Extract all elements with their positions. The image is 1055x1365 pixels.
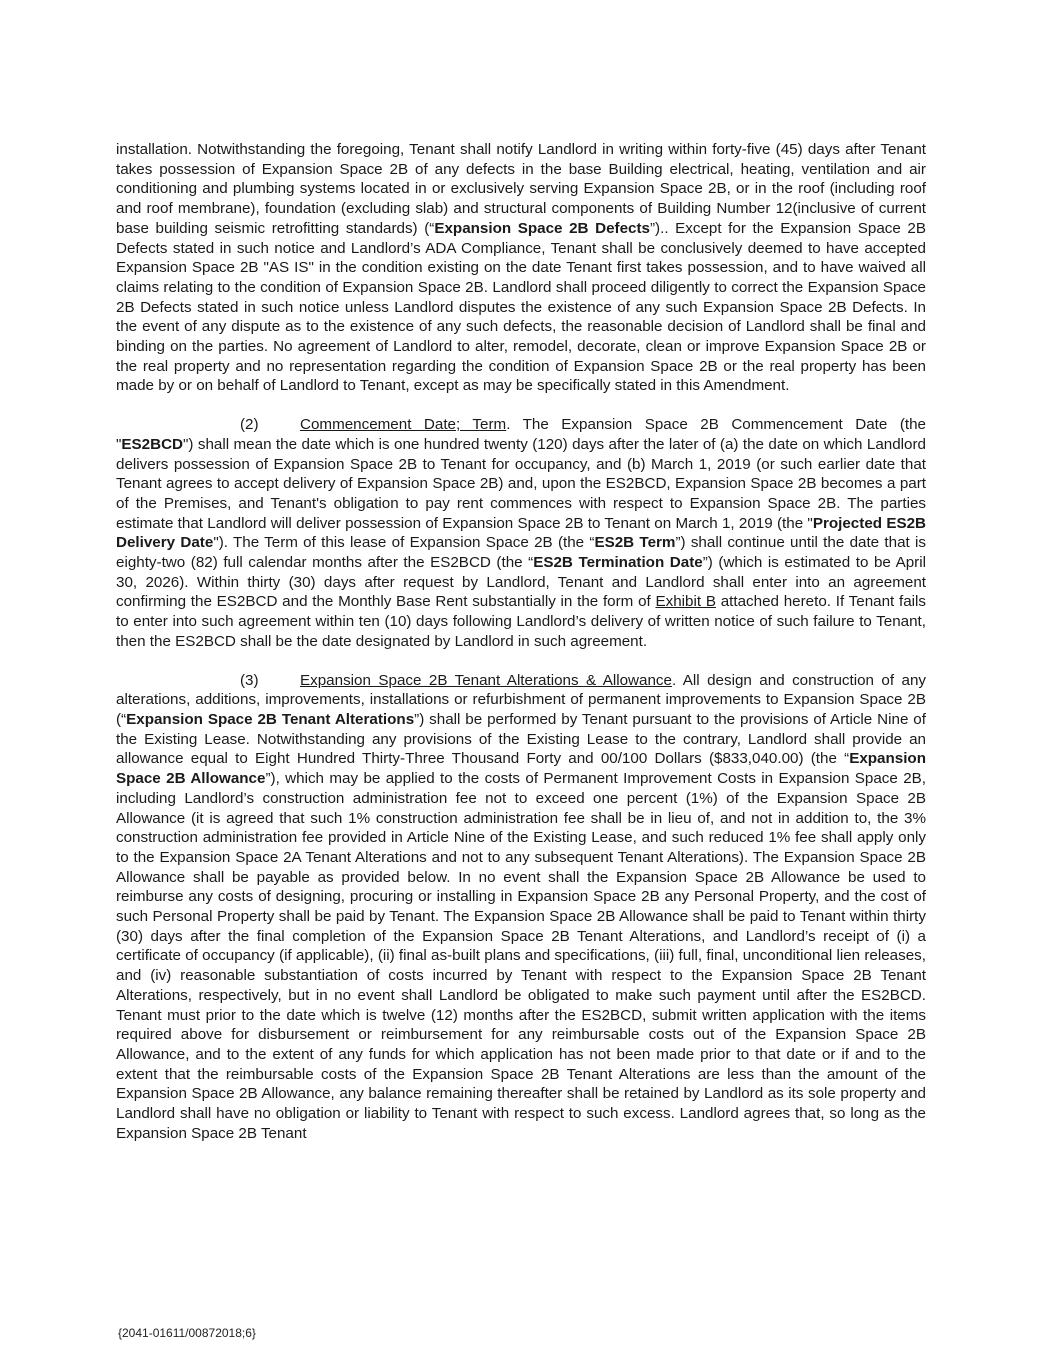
text-run: ”), which may be applied to the costs of Permanent Improvement Costs in Expansion Space 2B, including Landlord’s construction administration fee not to exceed one percent (1%) of the Expansion Space 2B Allowance (it is agreed that such 1% construction administration fee shall be in lieu of, and not in addition to, the 3% construction administration fee provided in Article Nine of the Existing Lease, and such reduced 1% fee shall apply only to the Expansion Space 2A Tenant Alterations and not to any subsequent Tenant Alterations). The Expansion Space 2B Allowance shall be payable as provided below. In no event shall the Expansion Space 2B Allowance be used to reimburse any costs of designing, procuring or installing in Expansion Space 2B any Personal Property, and the cost of such Personal Property shall be paid by Tenant. The Expansion Space 2B Allowance shall be paid to Tenant within thirty (30) days after the final completion of the Expansion Space 2B Tenant Alterations, and Landlord’s receipt of (i) a certificate of occupancy (if applicable), (ii) final as-built plans and specifications, (iii) full, final, unconditional lien releases, and (iv) reasonable substantiation of costs incurred by Tenant with respect to the Expansion Space 2B Tenant Alterations, respectively, but in no event shall Landlord be obligated to make such payment until after the ES2BCD. Tenant must prior to the date which is twelve (12) months after the ES2BCD, submit written application with the items required above for disbursement or reimbursement for any reimbursable costs out of the Expansion Space 2B Allowance, and to the extent of any funds for which application has not been made prior to that date or if and to the extent that the reimbursable costs of the Expansion Space 2B Tenant Alterations are less than the amount of the Expansion Space 2B Allowance, any balance remaining thereafter shall be retained by Landlord as its sole property and Landlord shall have no obligation or liability to Tenant with respect to such excess. Landlord agrees that, so long as the Expansion Space 2B Tenant <box>116 770 927 1142</box>
text-run: ”) shall continue until the date that is eighty-two (82) full calendar months after the ES2BCD (the “ <box>116 534 926 572</box>
section-2-commencement-date <box>116 415 926 651</box>
defined-term-expansion-space-2b-defects: Expansion Space 2B Defects <box>434 219 650 237</box>
section-3-tenant-alterations <box>116 671 926 1144</box>
defined-term-projected-delivery-date: Projected ES2B Delivery Date <box>116 514 926 552</box>
text-run: . The Expansion Space 2B Commencement Date (the " <box>116 416 926 453</box>
section-number: (3) <box>240 671 259 689</box>
document-footer-id: {2041-01611/00872018;6} <box>118 1326 256 1340</box>
defined-term-allowance: Expansion Space 2B Allowance <box>116 750 926 788</box>
text-run: ”) shall be performed by Tenant pursuant to the provisions of Article Nine of the Existing Lease. Notwithstanding any provisions of the Existing Lease to the contrary, Landlord shall provide an allowance equal to Eight Hundred Thirty-Three Thousand Forty and 00/100 Dollars ($833,040.00) (the “ <box>116 710 926 768</box>
defined-term-es2b-termination-date: ES2B Termination Date <box>533 554 703 572</box>
defined-term-es2bcd: ES2BCD <box>121 435 184 453</box>
defined-term-tenant-alterations: Expansion Space 2B Tenant Alterations <box>126 710 415 728</box>
section-heading: Expansion Space 2B Tenant Alterations & Allowance <box>300 671 672 689</box>
text-run: ”).. Except for the Expansion Space 2B Defects stated in such notice and Landlord’s ADA Compliance, Tenant shall be conclusively deemed to have accepted Expansion Space 2B "AS IS" in the condition existing on the date Tenant first takes possession, and to have waived all claims relating to the condition of Expansion Space 2B. Landlord shall proceed diligently to correct the Expansion Space 2B Defects stated in such notice unless Landlord disputes the existence of any such Expansion Space 2B Defects. In the event of any dispute as to the existence of any such defects, the reasonable decision of Landlord shall be final and binding on the parties. No agreement of Landlord to alter, remodel, decorate, clean or improve Expansion Space 2B or the real property and no representation regarding the condition of Expansion Space 2B or the real property has been made by or on behalf of Landlord to Tenant, except as may be specifically stated in this Amendment. <box>116 219 926 395</box>
text-run: attached hereto. If Tenant fails to enter into such agreement within ten (10) days following Landlord’s delivery of written notice of such failure to Tenant, then the ES2BCD shall be the date designated by Landlord in such agreement. <box>116 593 927 650</box>
document-page <box>116 140 926 1143</box>
defined-term-es2b-term: ES2B Term <box>594 534 676 552</box>
paragraph-installation <box>116 140 926 396</box>
text-run: . All design and construction of any alterations, additions, improvements, installations or refurbishment of permanent improvements to Expansion Space 2B (“ <box>116 671 926 728</box>
text-run: ”) (which is estimated to be April 30, 2026). Within thirty (30) days after request by Landlord, Tenant and Landlord shall enter into an agreement confirming the ES2BCD and the Monthly Base Rent substantially in the form of <box>116 554 926 611</box>
section-heading: Commencement Date; Term <box>300 416 507 434</box>
text-run: ") shall mean the date which is one hundred twenty (120) days after the later of (a) the date on which Landlord delivers possession of Expansion Space 2B to Tenant for occupancy, and (b) March 1, 2019 (or such earlier date that Tenant agrees to accept delivery of Expansion Space 2B) and, upon the ES2BCD, Expansion Space 2B becomes a part of the Premises, and Tenant's obligation to pay rent commences with respect to Expansion Space 2B. The parties estimate that Landlord will deliver possession of Expansion Space 2B to Tenant on March 1, 2019 (the " <box>116 435 926 532</box>
text-run: "). The Term of this lease of Expansion Space 2B (the “ <box>213 534 595 552</box>
exhibit-reference: Exhibit B <box>655 593 716 611</box>
section-number: (2) <box>240 416 259 434</box>
text-run: installation. Notwithstanding the foregoing, Tenant shall notify Landlord in writing within forty-five (45) days after Tenant takes possession of Expansion Space 2B of any defects in the base Building electrical, heating, ventilation and air conditioning and plumbing systems located in or exclusively serving Expansion Space 2B, or in the roof (including roof and roof membrane), foundation (excluding slab) and structural components of Building Number 12(inclusive of current base building seismic retrofitting standards) (“ <box>116 141 926 237</box>
